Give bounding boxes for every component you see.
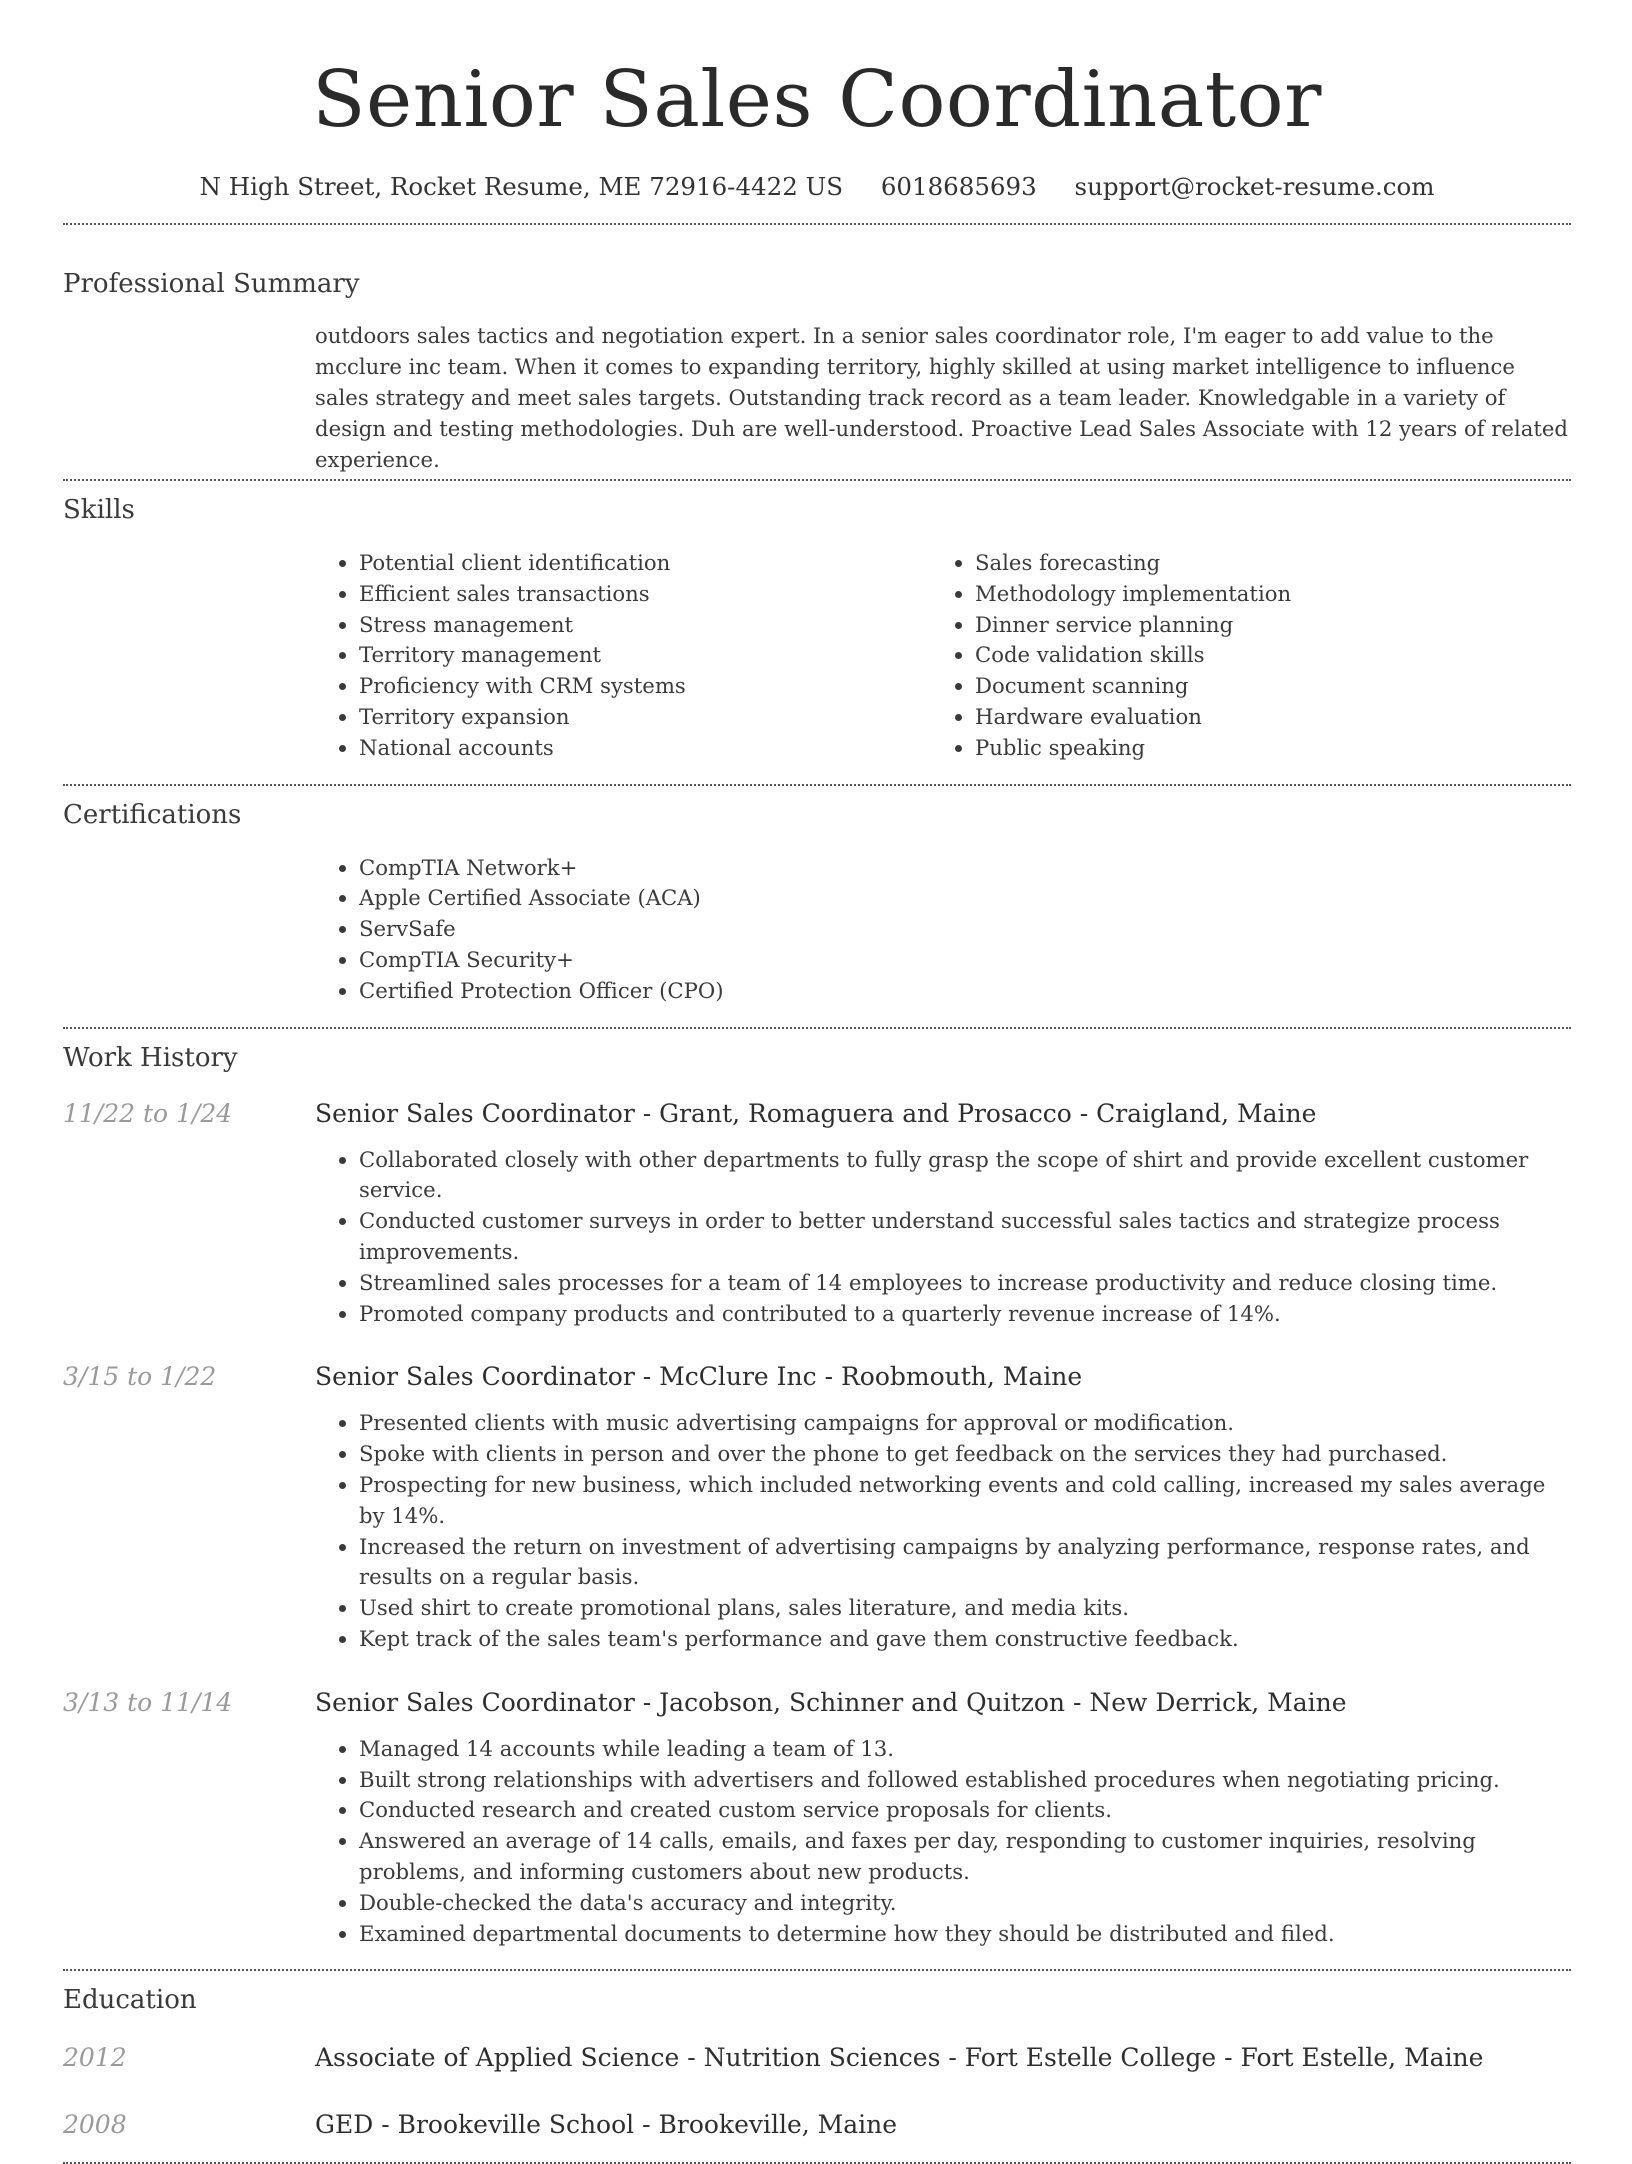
job-bullets (315, 1408, 1571, 1654)
skill-item: • Hardware evaluation (975, 702, 1547, 733)
job-bullets (315, 1145, 1571, 1330)
skill-item: • National accounts (359, 733, 931, 764)
job-bullets-block (315, 1145, 1571, 1330)
job-bullet: • Examined departmental documents to determine how they should be distributed and filed. (359, 1919, 1571, 1950)
skills-column-left (315, 548, 931, 764)
job-dates: 11/22 to 1/24 (63, 1098, 233, 1128)
resume-name: Senior Sales Coordinator (312, 55, 1322, 145)
education-entry (63, 2108, 1571, 2142)
skills-list-left (315, 548, 931, 764)
summary-text: outdoors sales tactics and negotiation expert. In a senior sales coordinator role, I'm eager to add value to the mcclure inc team. When it comes to expanding territory, highly skilled at using market intelligence to influence sales strategy and meet sales targets. Outstanding track record as a team leader. Knowledgable in a variety of design and testing methodologies. Duh are well-understood. Proactive Lead Sales Associate with 12 years of related experience. (315, 323, 1568, 472)
section-title-summary: Professional Summary (63, 269, 360, 299)
skill-item: • Methodology implementation (975, 579, 1547, 610)
skill-item: • Sales forecasting (975, 548, 1547, 579)
skill-item: • Efficient sales transactions (359, 579, 931, 610)
education-heading: Associate of Applied Science - Nutrition Sciences - Fort Estelle College - Fort Estelle, Maine (315, 2043, 1484, 2073)
job-bullet: • Conducted customer surveys in order to better understand successful sales tactics and strategize process improvements. (359, 1206, 1571, 1268)
divider (63, 784, 1571, 786)
education-year: 2012 (63, 2043, 127, 2073)
education-entry (63, 2041, 1571, 2075)
job-bullet: • Answered an average of 14 calls, emails, and faxes per day, responding to customer inquiries, resolving problems, and informing customers about new products. (359, 1826, 1571, 1888)
job-bullet: • Collaborated closely with other departments to fully grasp the scope of shirt and provide excellent customer service. (359, 1145, 1571, 1207)
skills-grid (315, 548, 1571, 764)
skill-item: • Code validation skills (975, 640, 1547, 671)
skill-item: • Stress management (359, 610, 931, 641)
job-bullet: • Spoke with clients in person and over the phone to get feedback on the services they had purchased. (359, 1439, 1571, 1470)
job-entry (63, 1686, 1571, 1720)
education-heading: GED - Brookeville School - Brookeville, Maine (315, 2110, 898, 2140)
job-bullets-block (315, 1408, 1571, 1654)
skill-item: • Public speaking (975, 733, 1547, 764)
section-title-education: Education (63, 1985, 197, 2016)
skill-item: • Proficiency with CRM systems (359, 671, 931, 702)
skill-item: • Potential client identification (359, 548, 931, 579)
contact-address: N High Street, Rocket Resume, ME 72916-4422 US (199, 172, 844, 201)
section-title-certifications: Certifications (63, 799, 242, 830)
section-title-work-history: Work History (63, 1042, 238, 1073)
job-entry (63, 1097, 1571, 1131)
job-bullet: • Conducted research and created custom service proposals for clients. (359, 1795, 1571, 1826)
job-bullets-block (315, 1734, 1571, 1950)
job-bullets (315, 1734, 1571, 1950)
skill-item: • Dinner service planning (975, 610, 1547, 641)
skill-item: • Territory management (359, 640, 931, 671)
job-bullet: • Kept track of the sales team's performance and gave them constructive feedback. (359, 1624, 1571, 1655)
job-bullet: • Managed 14 accounts while leading a team of 13. (359, 1734, 1571, 1765)
job-bullet: • Built strong relationships with advertisers and followed established procedures when negotiating pricing. (359, 1765, 1571, 1796)
job-bullet: • Prospecting for new business, which included networking events and cold calling, increased my sales average by 14%. (359, 1470, 1571, 1532)
resume-page (63, 0, 1571, 2164)
skill-item: • Territory expansion (359, 702, 931, 733)
contact-phone: 6018685693 (880, 172, 1037, 201)
certifications-list (315, 853, 1571, 1007)
certification-item: • Certified Protection Officer (CPO) (359, 976, 1571, 1007)
certification-item: • Apple Certified Associate (ACA) (359, 883, 1571, 914)
job-bullet: • Double-checked the data's accuracy and integrity. (359, 1888, 1571, 1919)
divider (63, 479, 1571, 481)
job-heading: Senior Sales Coordinator - Jacobson, Schinner and Quitzon - New Derrick, Maine (315, 1687, 1347, 1717)
certifications-block (315, 853, 1571, 1007)
section-title-skills: Skills (63, 495, 135, 525)
skill-item: • Document scanning (975, 671, 1547, 702)
certification-item: • CompTIA Security+ (359, 945, 1571, 976)
job-entry (63, 1360, 1571, 1394)
job-bullet: • Used shirt to create promotional plans, sales literature, and media kits. (359, 1593, 1571, 1624)
contact-email: support@rocket-resume.com (1074, 172, 1435, 201)
skills-column-right (931, 548, 1547, 764)
certification-item: • ServSafe (359, 914, 1571, 945)
job-dates: 3/13 to 11/14 (63, 1687, 233, 1717)
job-bullet: • Streamlined sales processes for a team of 14 employees to increase productivity and reduce closing time. (359, 1268, 1571, 1299)
job-bullet: • Promoted company products and contributed to a quarterly revenue increase of 14%. (359, 1299, 1571, 1330)
job-heading: Senior Sales Coordinator - Grant, Romaguera and Prosacco - Craigland, Maine (315, 1098, 1317, 1128)
job-bullet: • Presented clients with music advertising campaigns for approval or modification. (359, 1408, 1571, 1439)
divider (63, 1027, 1571, 1029)
certification-item: • CompTIA Network+ (359, 853, 1571, 884)
job-heading: Senior Sales Coordinator - McClure Inc - Roobmouth, Maine (315, 1362, 1083, 1392)
skills-list-right (931, 548, 1547, 764)
contact-line (63, 170, 1571, 204)
divider (63, 223, 1571, 225)
divider (63, 1969, 1571, 1971)
job-dates: 3/15 to 1/22 (63, 1362, 217, 1392)
education-year: 2008 (63, 2110, 127, 2140)
job-bullet: • Increased the return on investment of advertising campaigns by analyzing performance, response rates, and results on a regular basis. (359, 1532, 1571, 1594)
